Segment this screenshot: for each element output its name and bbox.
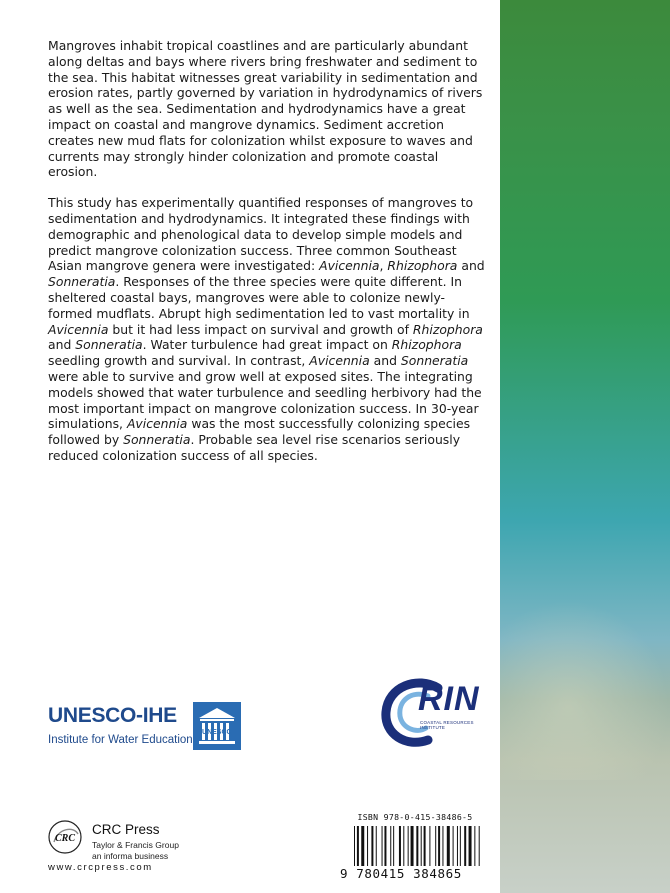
genus-name: Sonneratia xyxy=(400,353,469,369)
unesco-emblem-text: UNESCO xyxy=(202,729,232,736)
blurb-paragraph-1: Mangroves inhabit tropical coastlines and are particularly abundant along deltas and bays where rivers bring freshwater and sediment to the sea. This habitat witnesses great variability in sedimentation and erosion rates, partly governed by variation in hydrodynamics of rivers as well as the sea. Sedimentation and hydrodynamics have a great impact on coastal and mangrove dynamics. Sediment accretion creates new mud flats for colonization whilst exposure to waves and currents may strongly hinder colonization and promote coastal erosion. xyxy=(48,38,483,180)
barcode-bar xyxy=(469,826,472,866)
barcode-bar xyxy=(382,826,383,866)
barcode-bar xyxy=(457,826,458,866)
barcode-bar xyxy=(367,826,368,866)
isbn-barcode xyxy=(340,812,490,880)
genus-name: Sonneratia xyxy=(48,274,116,290)
barcode-bar xyxy=(408,826,409,866)
barcode-bar xyxy=(442,826,443,866)
crin-logo xyxy=(378,672,498,752)
barcode-bars xyxy=(354,826,488,866)
unesco-temple-icon xyxy=(193,702,241,750)
barcode-bar xyxy=(384,826,386,866)
crin-subtitle: COASTAL RESOURCES INSTITUTE xyxy=(420,720,474,730)
crc-press-emblem-icon xyxy=(48,820,82,854)
publisher-url[interactable]: www.crcpress.com xyxy=(48,862,153,873)
unesco-ihe-subtitle: Institute for Water Education xyxy=(48,734,193,746)
genus-name: Sonneratia xyxy=(75,337,143,353)
barcode-bar xyxy=(447,826,450,866)
publisher-name: CRC Press xyxy=(92,822,160,837)
crin-wordmark: RIN xyxy=(418,680,480,718)
barcode-bar xyxy=(371,826,373,866)
unesco-ihe-name: UNESCO-IHE xyxy=(48,704,177,727)
barcode-bar xyxy=(464,826,466,866)
genus-name: Rhizophora xyxy=(387,258,458,274)
barcode-bar xyxy=(361,826,364,866)
crc-press-logo xyxy=(48,818,248,878)
barcode-bar xyxy=(390,826,391,866)
barcode-bar xyxy=(460,826,461,866)
genus-name: Avicennia xyxy=(48,321,109,337)
barcode-bar xyxy=(424,826,426,866)
genus-name: Rhizophora xyxy=(412,321,483,337)
barcode-bar xyxy=(399,826,401,866)
blurb-paragraph-2: This study has experimentally quantified responses of mangroves to sedimentation and hydrodynamics. It integrated these findings with demographic and phenological data to develop simple models and predict mangrove colonization success. Three common Southeast Asian mangrove genera were investigated: Avicennia, Rhizophora and Sonneratia. Responses of the three species were quite different. In sheltered coastal bays, mangroves were able to colonize newly-formed mudflats. Abrupt high sedimentation led to vast mortality in Avicennia but it had less impact on survival and growth of Rhizophora and Sonneratia. Water turbulence had great impact on Rhizophora seedling growth and survival. In contrast, Avicennia and Sonneratia were able to survive and grow well at exposed sites. The integrating models showed that water turbulence and seedling herbivory had the most important impact on mangrove colonization success. In 30-year simulations, Avicennia was the most successfully colonizing species followed by Sonneratia. Probable sea level rise scenarios seriously reduced colonization success of all species. xyxy=(48,195,485,463)
genus-name: Avicennia xyxy=(319,258,380,274)
genus-name: Avicennia xyxy=(309,353,370,369)
barcode-bar xyxy=(435,826,436,866)
barcode-bar xyxy=(354,826,355,866)
publisher-group: Taylor & Francis Group xyxy=(92,840,179,850)
barcode-bar xyxy=(411,826,414,866)
publisher-business: an informa business xyxy=(92,851,169,861)
barcode-bar xyxy=(453,826,454,866)
genus-name: Avicennia xyxy=(126,416,188,432)
barcode-bar xyxy=(393,826,394,866)
genus-name: Sonneratia xyxy=(123,432,191,448)
barcode-bar xyxy=(479,826,480,866)
genus-name: Rhizophora xyxy=(391,337,462,353)
isbn-label: ISBN 978-0-415-38486-5 xyxy=(357,812,473,822)
barcode-bar xyxy=(438,826,440,866)
barcode-bar xyxy=(357,826,359,866)
barcode-bar xyxy=(416,826,418,866)
barcode-number: 9 780415 384865 xyxy=(340,866,462,881)
unesco-ihe-logo xyxy=(48,702,248,752)
cover-image-strip xyxy=(500,0,670,893)
crc-mark-text: CRC xyxy=(54,833,76,844)
barcode-bar xyxy=(421,826,422,866)
back-cover-blurb xyxy=(48,38,488,479)
barcode-bar xyxy=(429,826,430,866)
barcode-bar xyxy=(376,826,377,866)
barcode-bar xyxy=(474,826,475,866)
barcode-bar xyxy=(403,826,404,866)
